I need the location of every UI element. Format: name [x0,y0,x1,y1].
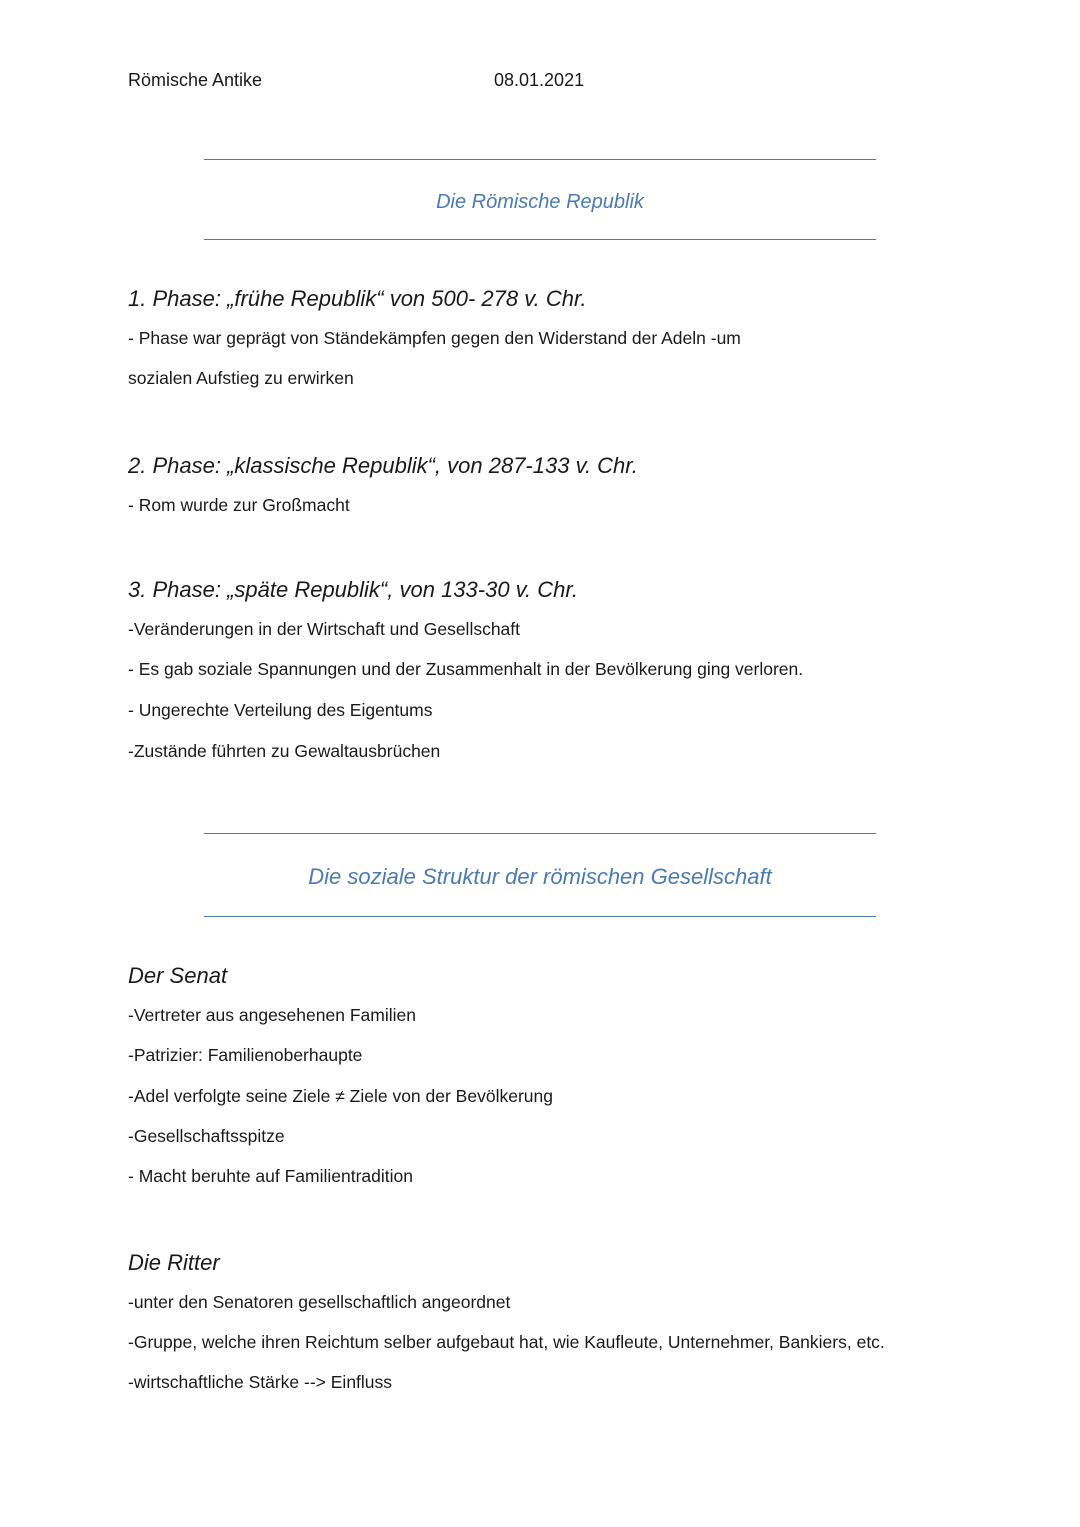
section-title-republic: Die Römische Republik [436,191,644,213]
header-date: 08.01.2021 [494,70,585,90]
senat-heading: Der Senat [128,963,228,988]
title-rule-bottom [204,239,876,240]
senat-line: - Macht beruhte auf Familientradition [128,1166,413,1186]
phase-3-line: -Zustände führten zu Gewaltausbrüchen [128,741,441,761]
senat-line: -Vertreter aus angesehenen Familien [128,1005,416,1025]
phase-1-line: - Phase war geprägt von Ständekämpfen gegen den Widerstand der Adeln -um [128,328,741,348]
title-rule-top [204,833,876,834]
phase-1-heading: 1. Phase: „frühe Republik“ von 500- 278 v. Chr. [128,286,587,311]
ritter-line: -Gruppe, welche ihren Reichtum selber aufgebaut hat, wie Kaufleute, Unternehmer, Bankiers, etc. [128,1332,885,1352]
senat-line: -Adel verfolgte seine Ziele ≠ Ziele von der Bevölkerung [128,1086,553,1106]
senat-line: -Gesellschaftsspitze [128,1126,285,1146]
header-subject: Römische Antike [128,70,263,90]
phase-3-line: - Es gab soziale Spannungen und der Zusammenhalt in der Bevölkerung ging verloren. [128,659,804,679]
title-rule-top [204,159,876,160]
title-rule-bottom [204,916,876,917]
phase-2-heading: 2. Phase: „klassische Republik“, von 287-133 v. Chr. [128,453,638,478]
phase-3-line: -Veränderungen in der Wirtschaft und Gesellschaft [128,619,521,639]
phase-3-heading: 3. Phase: „späte Republik“, von 133-30 v. Chr. [128,577,579,602]
phase-2-line: - Rom wurde zur Großmacht [128,495,350,515]
senat-line: -Patrizier: Familienoberhaupte [128,1045,363,1065]
ritter-line: -unter den Senatoren gesellschaftlich angeordnet [128,1292,511,1312]
ritter-line: -wirtschaftliche Stärke --> Einfluss [128,1372,393,1392]
phase-3-line: - Ungerechte Verteilung des Eigentums [128,700,433,720]
phase-1-line: sozialen Aufstieg zu erwirken [128,368,354,388]
ritter-heading: Die Ritter [128,1250,220,1275]
section-title-social-structure: Die soziale Struktur der römischen Gesellschaft [308,864,772,889]
